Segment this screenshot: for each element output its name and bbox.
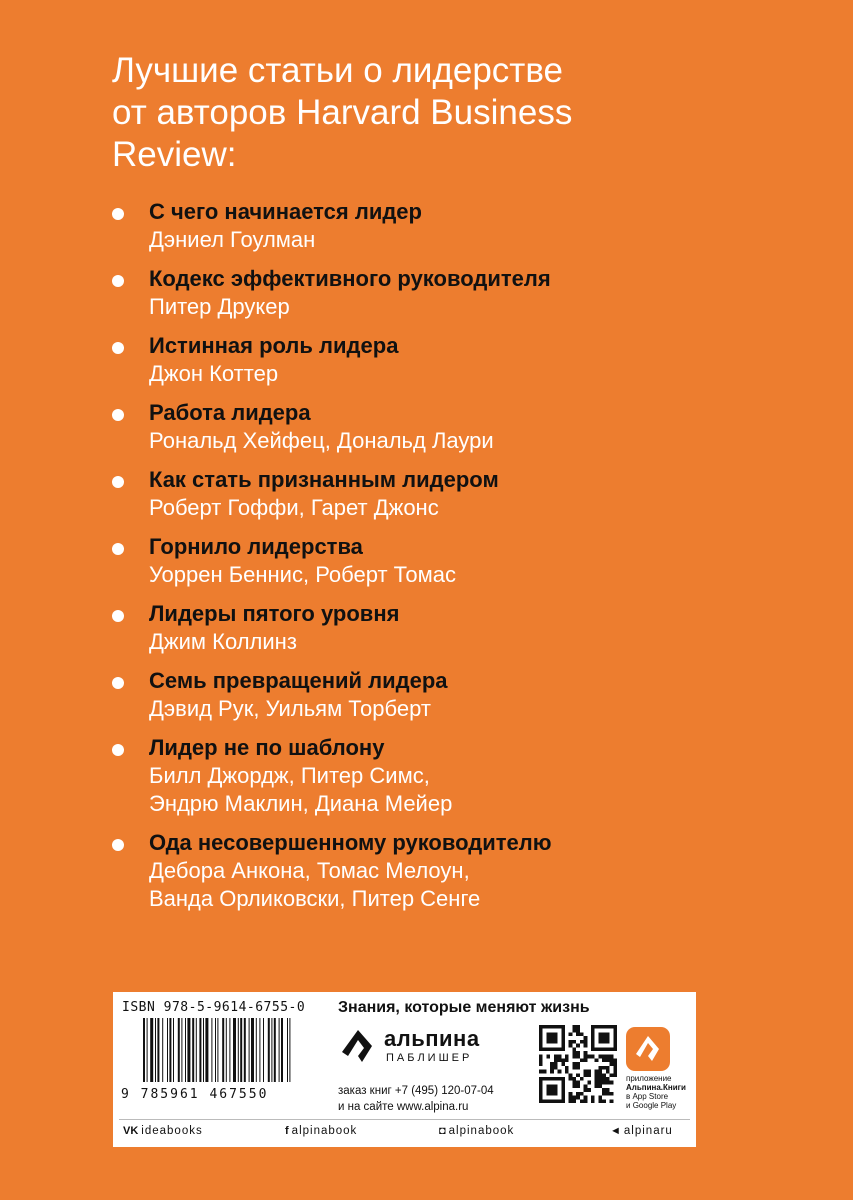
article-authors: Джон Коттер — [149, 361, 279, 386]
article-authors: Роберт Гоффи, Гарет Джонс — [149, 495, 439, 520]
bullet-icon — [112, 342, 124, 354]
article-authors: Рональд Хейфец, Дональд Лаури — [149, 428, 494, 453]
barcode-digits: 9 785961 467550 — [121, 1087, 269, 1102]
article-authors: Дебора Анкона, Томас Мелоун, Ванда Орликовски, Питер Сенге — [149, 858, 481, 911]
social-facebook[interactable] — [285, 1125, 357, 1137]
social-instagram[interactable] — [439, 1125, 514, 1137]
order-website: и на сайте www.alpina.ru — [338, 1101, 469, 1113]
publisher-name: альпина — [384, 1026, 480, 1051]
bullet-icon — [112, 610, 124, 622]
barcode — [143, 1018, 333, 1082]
article-title: Как стать признанным лидером — [149, 467, 499, 492]
article-title: Кодекс эффективного руководителя — [149, 266, 551, 291]
isbn: ISBN 978-5-9614-6755-0 — [122, 1000, 306, 1015]
bullet-icon — [112, 275, 124, 287]
article-title: Лидеры пятого уровня — [149, 601, 400, 626]
app-line-3: в App Store — [626, 1092, 669, 1101]
bullet-icon — [112, 409, 124, 421]
publisher-subtitle: ПАБЛИШЕР — [386, 1052, 473, 1064]
article-title: Семь превращений лидера — [149, 668, 448, 693]
list-item — [112, 533, 732, 589]
divider — [119, 1119, 690, 1120]
alpina-app-icon — [626, 1027, 670, 1071]
order-phone: заказ книг +7 (495) 120-07-04 — [338, 1085, 494, 1097]
qr-code — [539, 1025, 617, 1103]
list-item — [112, 829, 732, 913]
list-item — [112, 600, 732, 656]
social-telegram[interactable] — [610, 1125, 673, 1137]
article-title: С чего начинается лидер — [149, 199, 422, 224]
instagram-icon: ◘ — [439, 1125, 446, 1137]
list-item — [112, 265, 732, 321]
list-item — [112, 399, 732, 455]
social-handle: alpinaru — [623, 1125, 673, 1137]
bullet-icon — [112, 208, 124, 220]
article-authors: Дэниел Гоулман — [149, 227, 316, 252]
bullet-icon — [112, 744, 124, 756]
app-promo — [626, 1074, 686, 1110]
social-handle: alpinabook — [291, 1125, 358, 1137]
article-list — [112, 198, 732, 924]
social-vk[interactable] — [123, 1125, 203, 1137]
social-handle: ideabooks — [141, 1125, 203, 1137]
social-handle: alpinabook — [448, 1125, 515, 1137]
list-item — [112, 332, 732, 388]
list-item — [112, 667, 732, 723]
article-authors: Билл Джордж, Питер Симс, Эндрю Маклин, Диана Мейер — [149, 763, 453, 816]
app-line-4: и Google Play — [626, 1101, 677, 1110]
article-authors: Питер Друкер — [149, 294, 290, 319]
list-item — [112, 466, 732, 522]
bullet-icon — [112, 839, 124, 851]
list-item — [112, 734, 732, 818]
bullet-icon — [112, 476, 124, 488]
article-authors: Джим Коллинз — [149, 629, 297, 654]
app-line-2: Альпина.Книги — [626, 1083, 686, 1092]
article-title: Истинная роль лидера — [149, 333, 399, 358]
article-title: Лидер не по шаблону — [149, 735, 385, 760]
app-line-1: приложение — [626, 1074, 672, 1083]
tagline: Знания, которые меняют жизнь — [338, 999, 590, 1016]
list-item — [112, 198, 732, 254]
article-title: Ода несовершенному руководителю — [149, 830, 552, 855]
telegram-icon: ◄ — [610, 1125, 621, 1137]
article-authors: Дэвид Рук, Уильям Торберт — [149, 696, 431, 721]
vk-icon: VK — [123, 1125, 139, 1137]
article-title: Работа лидера — [149, 400, 311, 425]
alpina-logo-icon — [338, 1026, 378, 1066]
publisher-label — [113, 992, 696, 1147]
heading: Лучшие статьи о лидерстве от авторов Harvard Business Review: — [112, 51, 573, 174]
facebook-icon: f — [285, 1125, 289, 1137]
bullet-icon — [112, 543, 124, 555]
article-title: Горнило лидерства — [149, 534, 363, 559]
article-authors: Уоррен Беннис, Роберт Томас — [149, 562, 456, 587]
bullet-icon — [112, 677, 124, 689]
